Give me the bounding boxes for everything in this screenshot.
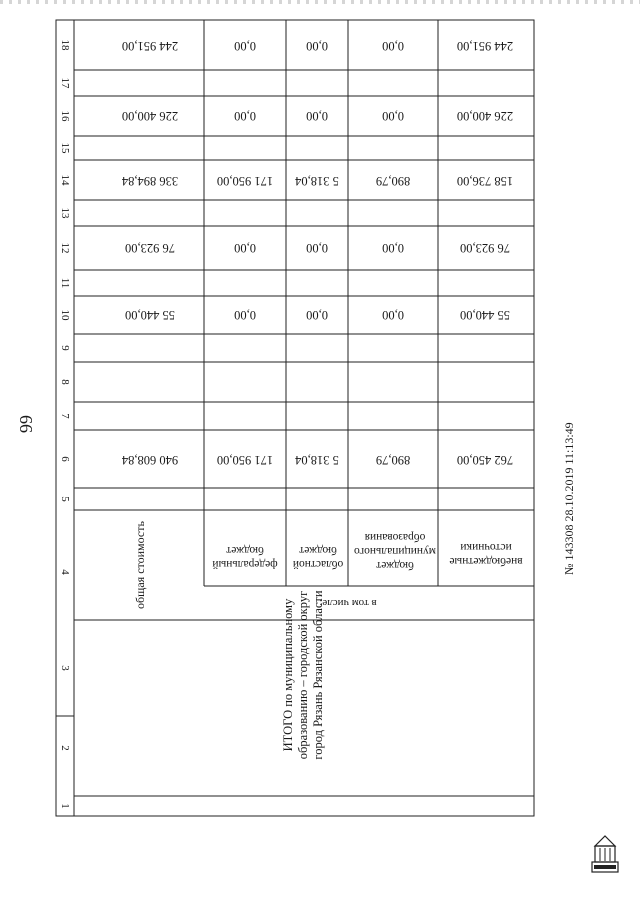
header-regional: областной бюджет (292, 544, 344, 570)
cell-10-extrabudget: 55 440,00 (460, 308, 510, 322)
col-num-6: 6 (59, 456, 71, 462)
cell-18-total: 244 951,00 (121, 39, 179, 53)
header-including: в том числе: (319, 597, 377, 609)
col-num-14: 14 (59, 174, 71, 186)
cell-16-regional: 0,00 (306, 109, 328, 123)
cell-14-federal: 171 950,00 (216, 174, 274, 188)
cell-16-total: 226 400,00 (121, 109, 179, 123)
cell-12-total: 76 923,00 (125, 241, 175, 255)
col-num-15: 15 (59, 142, 71, 154)
header-municipal: бюджет муниципального образования (353, 531, 437, 571)
cell-18-regional: 0,00 (306, 39, 328, 53)
page-number: 66 (16, 415, 36, 433)
col-num-10: 10 (59, 309, 71, 321)
cell-12-federal: 0,00 (234, 241, 256, 255)
cell-18-extrabudget: 244 951,00 (456, 39, 514, 53)
col-num-4: 4 (59, 569, 71, 575)
cell-16-federal: 0,00 (234, 109, 256, 123)
cell-6-regional: 5 318,04 (295, 453, 339, 467)
col-num-16: 16 (59, 110, 71, 122)
col-num-17: 17 (59, 77, 71, 89)
cell-6-municipal: 890,79 (375, 453, 411, 467)
cell-6-federal: 171 950,00 (216, 453, 274, 467)
col-num-7: 7 (59, 413, 71, 419)
building-logo-icon (590, 832, 620, 876)
col-num-8: 8 (59, 379, 71, 385)
col-num-3: 3 (59, 665, 71, 671)
col-num-2: 2 (59, 745, 71, 751)
cell-12-municipal: 0,00 (382, 241, 404, 255)
header-extrabudget: внебюджетные источники (449, 541, 523, 567)
cell-16-municipal: 0,00 (382, 109, 404, 123)
registration-stamp: № 143308 28.10.2019 11:13:49 (562, 422, 576, 575)
col-num-11: 11 (59, 277, 71, 289)
cell-14-total: 336 894,84 (121, 174, 179, 188)
cell-12-regional: 0,00 (306, 241, 328, 255)
cell-14-regional: 5 318,04 (295, 174, 339, 188)
col-num-12: 12 (59, 242, 71, 254)
cell-10-federal: 0,00 (234, 308, 256, 322)
cell-10-municipal: 0,00 (382, 308, 404, 322)
col-num-5: 5 (59, 496, 71, 502)
col-num-18: 18 (59, 39, 71, 51)
cell-16-extrabudget: 226 400,00 (456, 109, 514, 123)
col-num-9: 9 (59, 345, 71, 351)
cell-14-municipal: 890,79 (375, 174, 411, 188)
cell-18-federal: 0,00 (234, 39, 256, 53)
cell-6-total: 940 608,84 (121, 453, 179, 467)
header-federal: федеральный бюджет (212, 544, 278, 570)
cell-6-extrabudget: 762 450,00 (456, 453, 514, 467)
header-total-cost: общая стоимость (133, 521, 147, 609)
row-total-label: ИТОГО по муниципальному образованию – городской округ город Рязань Рязанской области (281, 590, 325, 760)
cell-10-regional: 0,00 (306, 308, 328, 322)
col-num-1: 1 (59, 803, 71, 809)
cell-12-extrabudget: 76 923,00 (460, 241, 510, 255)
cell-10-total: 55 440,00 (125, 308, 175, 322)
cell-14-extrabudget: 158 736,00 (456, 174, 514, 188)
col-num-13: 13 (59, 207, 71, 219)
cell-18-municipal: 0,00 (382, 39, 404, 53)
